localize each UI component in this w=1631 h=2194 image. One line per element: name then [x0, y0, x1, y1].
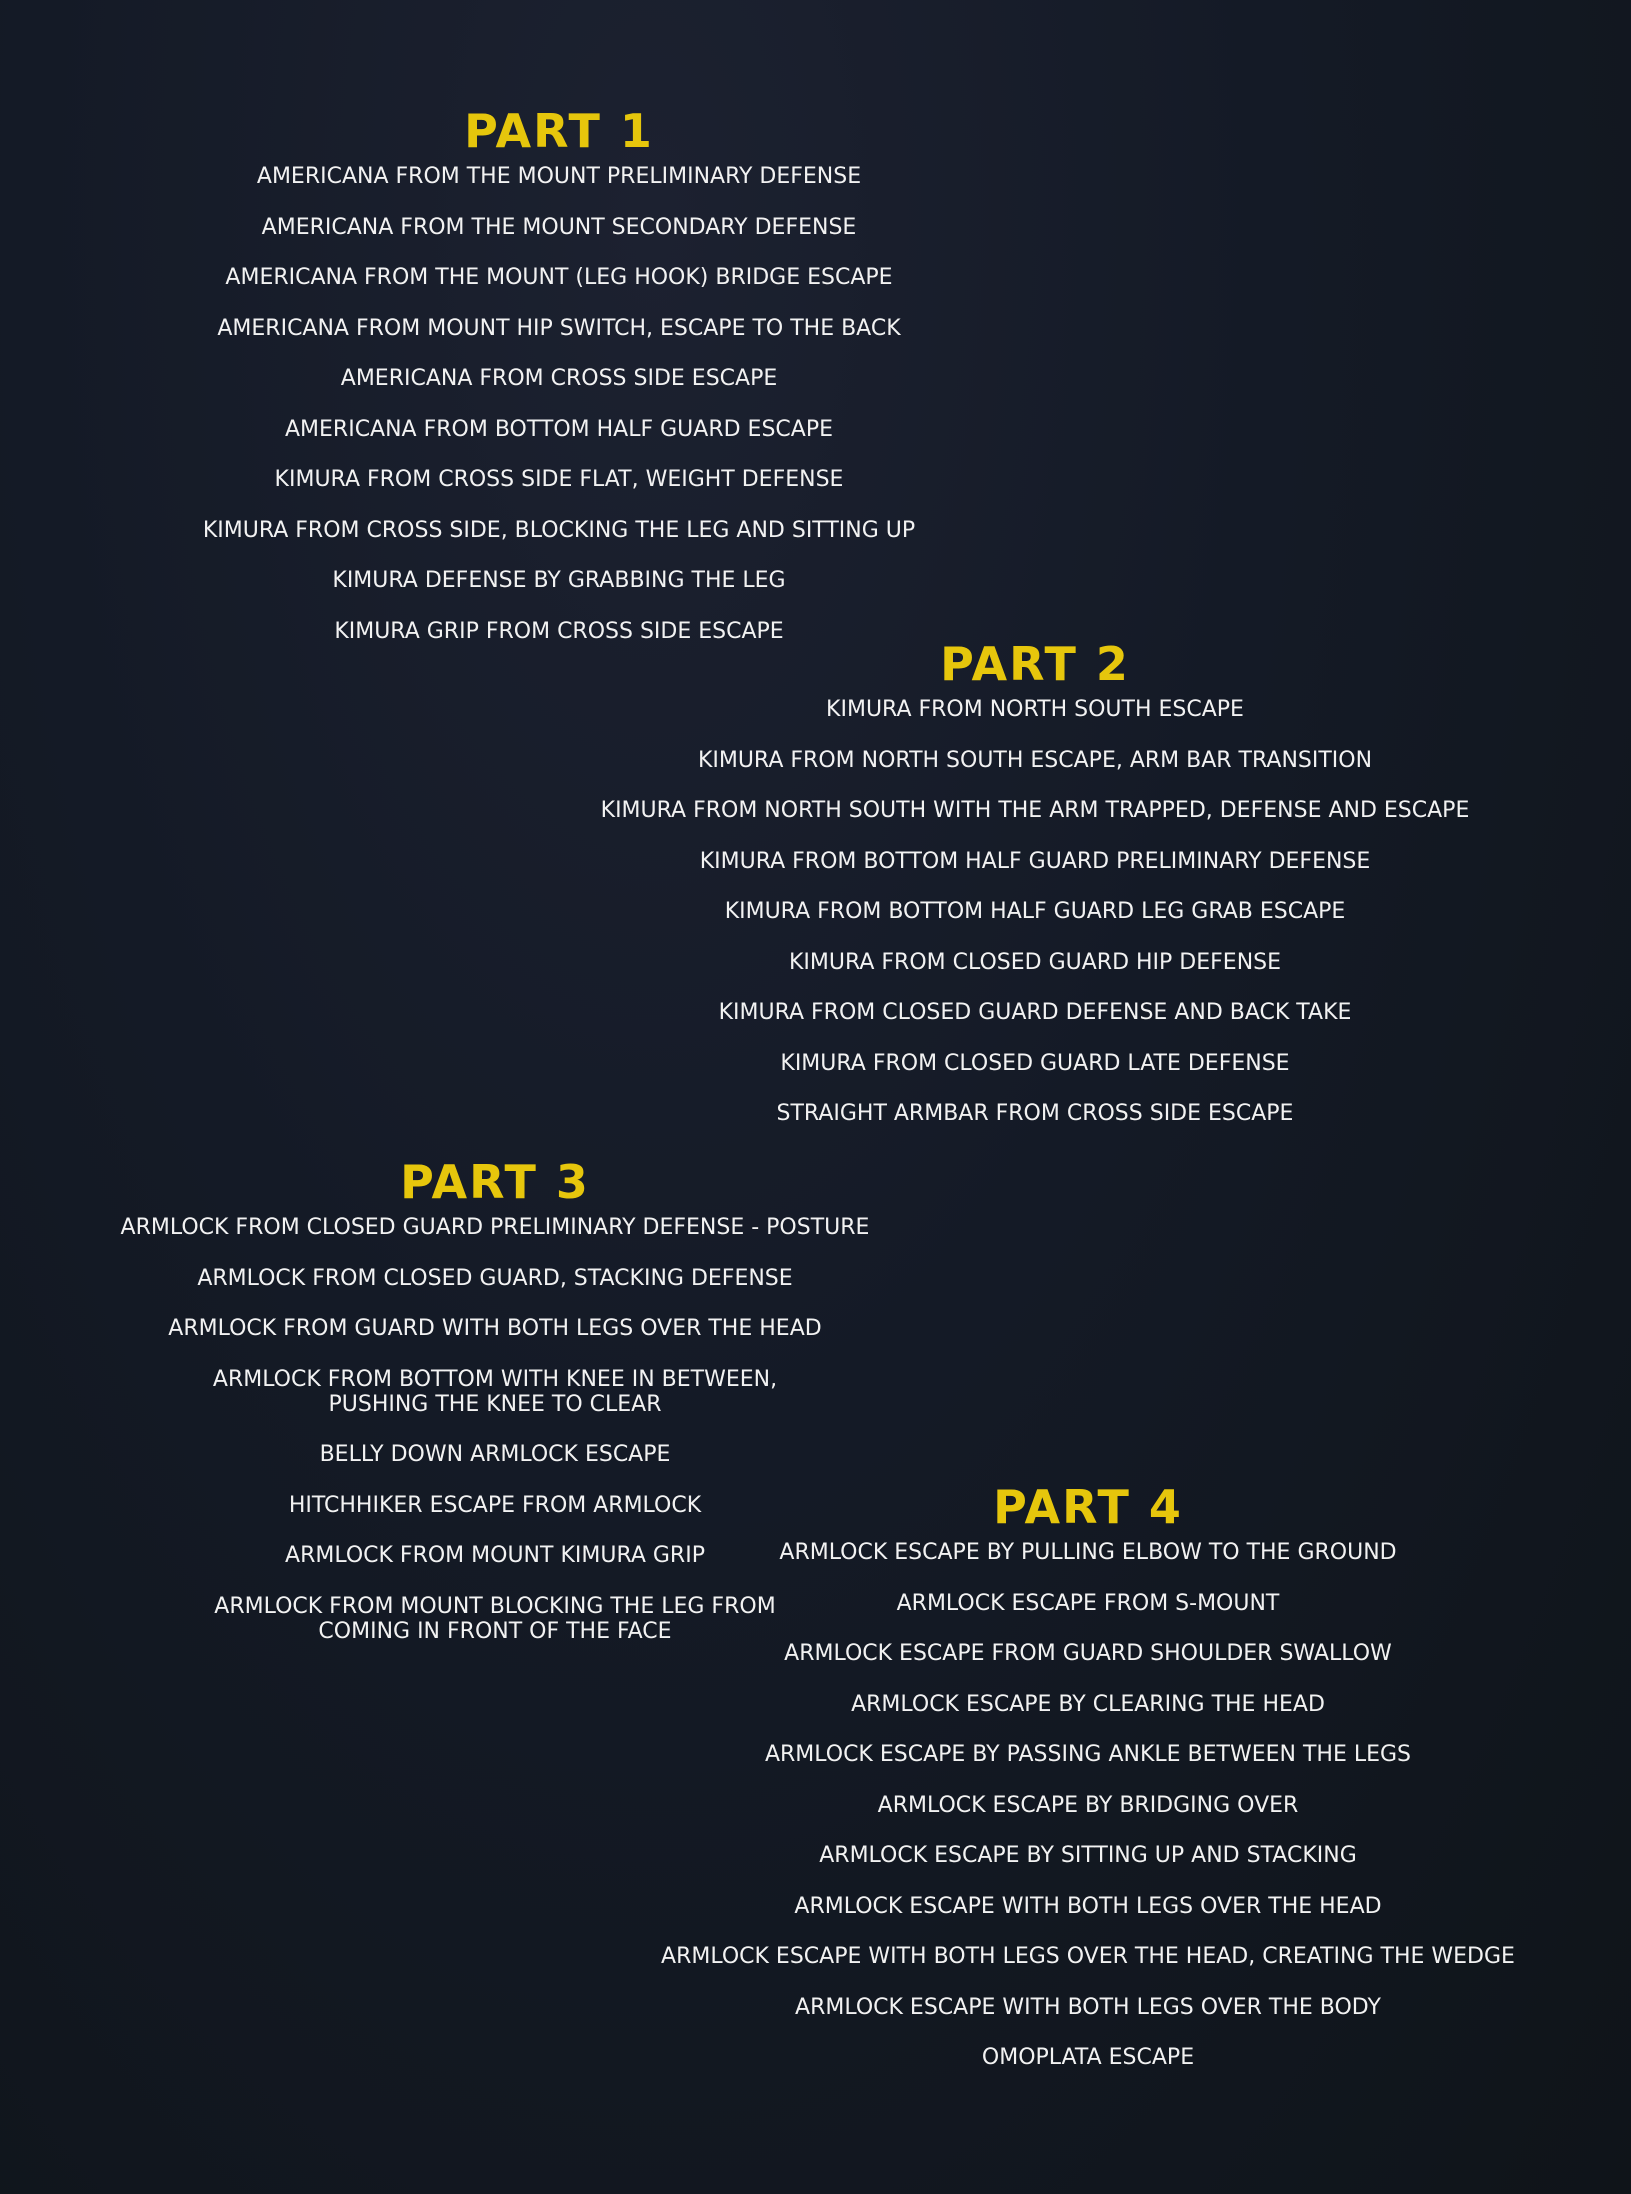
list-item: AMERICANA FROM CROSS SIDE ESCAPE — [340, 366, 778, 391]
list-item: KIMURA FROM NORTH SOUTH ESCAPE — [826, 697, 1244, 722]
list-item: KIMURA FROM CROSS SIDE, BLOCKING THE LEG AND SITTING UP — [202, 517, 916, 543]
list-item: KIMURA FROM BOTTOM HALF GUARD LEG GRAB ESCAPE — [724, 899, 1346, 924]
list-item: KIMURA FROM NORTH SOUTH ESCAPE, ARM BAR TRANSITION — [697, 747, 1373, 773]
list-item: AMERICANA FROM BOTTOM HALF GUARD ESCAPE — [284, 416, 833, 442]
list-item: ARMLOCK FROM MOUNT KIMURA GRIP — [285, 1543, 705, 1568]
list-item: ARMLOCK FROM CLOSED GUARD PRELIMINARY DEFENSE - POSTURE — [120, 1215, 870, 1240]
list-item: ARMLOCK FROM GUARD WITH BOTH LEGS OVER THE HEAD — [168, 1316, 822, 1341]
list-item: AMERICANA FROM THE MOUNT PRELIMINARY DEFENSE — [256, 164, 862, 189]
part-4-section — [638, 1480, 1538, 2096]
list-item: KIMURA FROM BOTTOM HALF GUARD PRELIMINARY DEFENSE — [699, 848, 1371, 874]
part-4-title: PART 4 — [993, 1480, 1183, 1534]
part-2-title: PART 2 — [940, 637, 1130, 691]
list-item: ARMLOCK ESCAPE BY PASSING ANKLE BETWEEN THE LEGS — [764, 1742, 1412, 1767]
list-item: OMOPLATA ESCAPE — [981, 2045, 1195, 2070]
part-1-list — [109, 164, 1009, 644]
list-item: KIMURA FROM CLOSED GUARD LATE DEFENSE — [780, 1050, 1290, 1076]
list-item: AMERICANA FROM THE MOUNT (LEG HOOK) BRIDGE ESCAPE — [225, 265, 893, 290]
list-item: AMERICANA FROM MOUNT HIP SWITCH, ESCAPE TO THE BACK — [217, 315, 901, 341]
list-item: ARMLOCK ESCAPE FROM S-MOUNT — [896, 1590, 1280, 1616]
part-1-title: PART 1 — [464, 104, 654, 158]
list-item: ARMLOCK ESCAPE FROM GUARD SHOULDER SWALLOW — [784, 1641, 1392, 1666]
list-item: AMERICANA FROM THE MOUNT SECONDARY DEFENSE — [261, 214, 857, 240]
list-item: ARMLOCK ESCAPE BY BRIDGING OVER — [877, 1792, 1299, 1818]
list-item: KIMURA FROM NORTH SOUTH WITH THE ARM TRAPPED, DEFENSE AND ESCAPE — [600, 798, 1470, 823]
part-1-section — [109, 104, 1009, 669]
list-item: HITCHHIKER ESCAPE FROM ARMLOCK — [288, 1492, 702, 1518]
list-item: KIMURA GRIP FROM CROSS SIDE ESCAPE — [334, 618, 784, 644]
list-item: ARMLOCK ESCAPE WITH BOTH LEGS OVER THE HEAD — [794, 1893, 1382, 1919]
list-item: KIMURA FROM CLOSED GUARD DEFENSE AND BACK TAKE — [718, 1000, 1352, 1025]
list-item: ARMLOCK FROM BOTTOM WITH KNEE IN BETWEEN, PUSHING THE KNEE TO CLEAR — [212, 1366, 778, 1417]
list-item: BELLY DOWN ARMLOCK ESCAPE — [319, 1442, 671, 1467]
list-item: KIMURA FROM CROSS SIDE FLAT, WEIGHT DEFENSE — [274, 467, 844, 492]
part-2-section — [585, 637, 1485, 1152]
list-item: ARMLOCK ESCAPE WITH BOTH LEGS OVER THE HEAD, CREATING THE WEDGE — [661, 1944, 1515, 1969]
list-item: ARMLOCK ESCAPE WITH BOTH LEGS OVER THE BODY — [795, 1994, 1381, 2020]
list-item: ARMLOCK ESCAPE BY CLEARING THE HEAD — [851, 1691, 1325, 1717]
part-2-list — [585, 697, 1485, 1126]
list-item: ARMLOCK FROM CLOSED GUARD, STACKING DEFENSE — [197, 1265, 793, 1291]
list-item: KIMURA FROM CLOSED GUARD HIP DEFENSE — [788, 949, 1282, 975]
list-item: STRAIGHT ARMBAR FROM CROSS SIDE ESCAPE — [776, 1101, 1294, 1126]
part-4-list — [638, 1540, 1538, 2070]
list-item: KIMURA DEFENSE BY GRABBING THE LEG — [332, 568, 786, 593]
part-3-title: PART 3 — [400, 1155, 590, 1209]
list-item: ARMLOCK FROM MOUNT BLOCKING THE LEG FROM COMING IN FRONT OF THE FACE — [214, 1593, 776, 1644]
list-item: ARMLOCK ESCAPE BY PULLING ELBOW TO THE GROUND — [779, 1540, 1397, 1565]
list-item: ARMLOCK ESCAPE BY SITTING UP AND STACKING — [819, 1843, 1357, 1868]
